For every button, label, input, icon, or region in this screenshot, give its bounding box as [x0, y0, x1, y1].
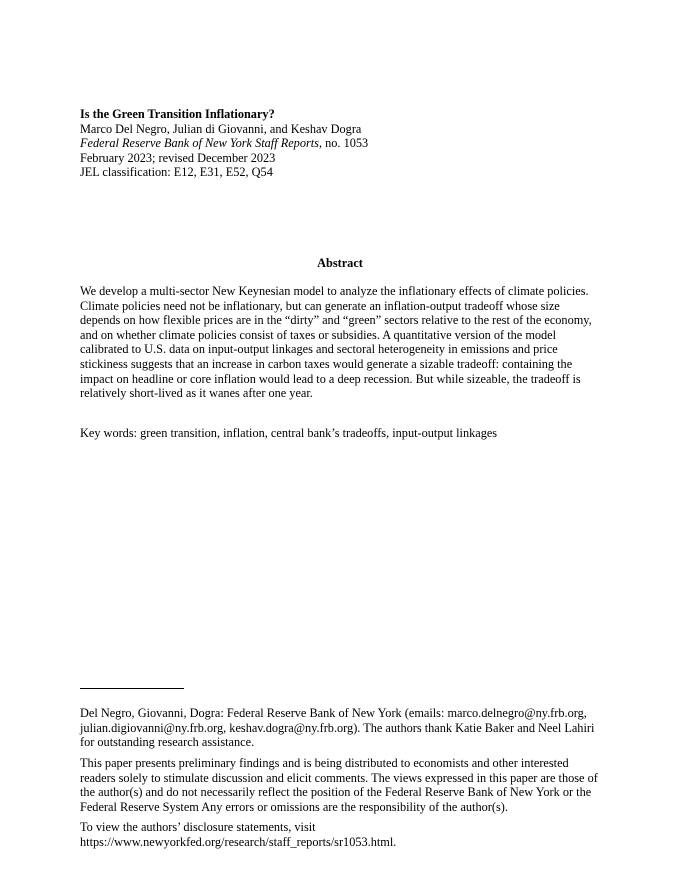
footnote-line: This paper presents preliminary findings and is being distributed to economists and other interested	[80, 756, 569, 770]
abstract-line: and on whether climate policies consist of taxes or subsidies. A quantitative version of the model	[80, 327, 557, 342]
paper-authors: Marco Del Negro, Julian di Giovanni, and Keshav Dogra	[80, 121, 362, 136]
footnote-line: the author(s) and do not necessarily reflect the position of the Federal Reserve Bank of New York or the	[80, 785, 592, 800]
footnote-line: Federal Reserve System Any errors or omissions are the responsibility of the author(s).	[80, 799, 508, 814]
abstract-heading: Abstract	[317, 256, 363, 270]
footnote-divider	[80, 688, 184, 689]
footnote-disclaimer	[80, 756, 610, 814]
footnote-affiliation	[80, 706, 610, 750]
abstract-line: relatively short-lived as it wanes after one year.	[80, 386, 313, 401]
report-series	[80, 136, 620, 151]
title-block	[80, 107, 620, 180]
abstract-line: Climate policies need not be inflationary, but can generate an inflation-output tradeoff whose size	[80, 298, 560, 313]
report-series-number: , no. 1053	[318, 136, 369, 151]
report-series-name: Federal Reserve Bank of New York Staff Reports	[80, 136, 319, 151]
footnote-line: for outstanding research assistance.	[80, 735, 255, 750]
footnote-line: julian.digiovanni@ny.frb.org, keshav.dogra@ny.frb.org). The authors thank Katie Baker and Neel Lahiri	[80, 720, 595, 735]
abstract-line: calibrated to U.S. data on input-output linkages and sectoral heterogeneity in emissions and price	[80, 342, 558, 357]
footnote-line: Del Negro, Giovanni, Dogra: Federal Reserve Bank of New York (emails: marco.delnegro@ny.frb.org,	[80, 706, 587, 720]
paper-title: Is the Green Transition Inflationary?	[80, 107, 275, 121]
abstract-line: We develop a multi-sector New Keynesian model to analyze the inflationary effects of climate policies.	[80, 284, 589, 298]
keywords: Key words: green transition, inflation, central bank’s tradeoffs, input-output linkages	[80, 426, 498, 440]
disclosure-url: https://www.newyorkfed.org/research/staff_reports/sr1053.html.	[80, 834, 397, 849]
paper-date: February 2023; revised December 2023	[80, 150, 276, 165]
footnote-line: To view the authors’ disclosure statements, visit	[80, 820, 316, 834]
abstract-line: stickiness suggests that an increase in carbon taxes would generate a sizable tradeoff: containing the	[80, 356, 573, 371]
abstract-line: depends on how flexible prices are in the “dirty” and “green” sectors relative to the rest of the economy,	[80, 313, 592, 328]
jel-classification: JEL classification: E12, E31, E52, Q54	[80, 165, 273, 180]
footnote-disclosure	[80, 820, 610, 849]
abstract-line: impact on headline or core inflation would lead to a deep recession. But while sizeable, the tradeoff is	[80, 371, 581, 386]
footnote-line: readers solely to stimulate discussion and elicit comments. The views expressed in this paper are those of	[80, 770, 598, 785]
abstract-text	[80, 284, 600, 401]
